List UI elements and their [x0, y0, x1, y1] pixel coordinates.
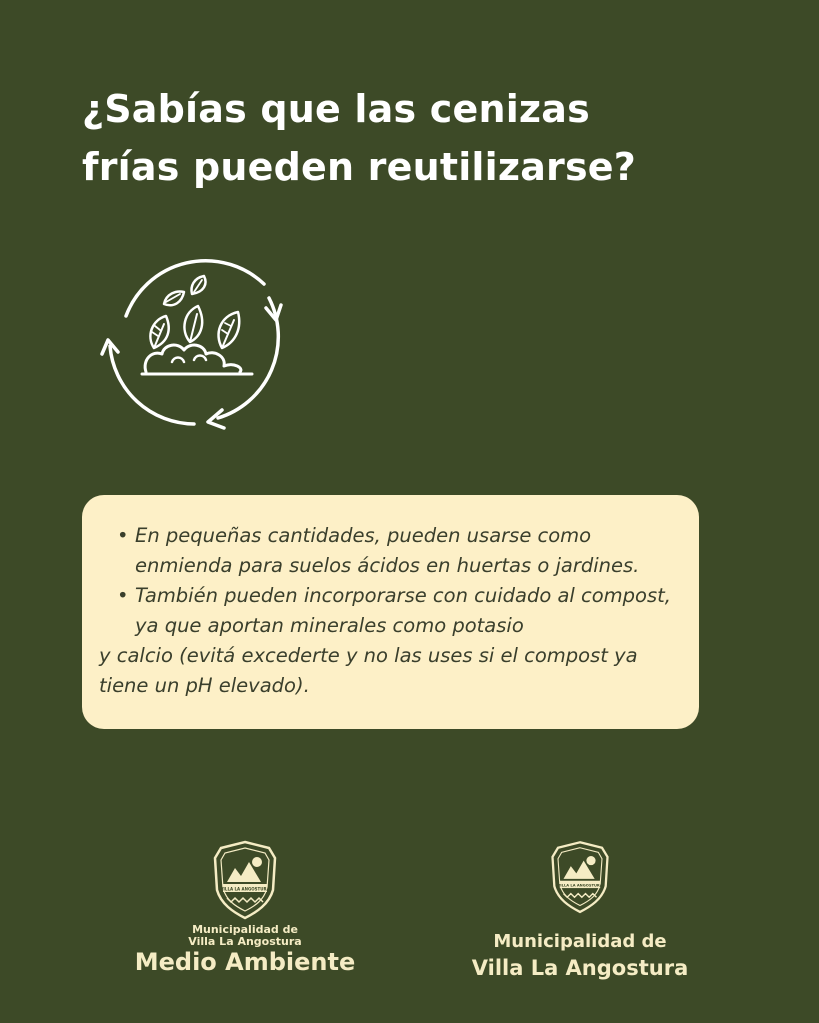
title-line-1: ¿Sabías que las cenizas: [82, 87, 590, 131]
right-logo-line-2: Villa La Angostura: [471, 956, 689, 980]
municipal-seal-icon: [547, 838, 613, 918]
title-line-2: frías pueden reutilizarse?: [82, 145, 637, 189]
medio-ambiente-logo: [120, 838, 370, 976]
info-item-1: [99, 521, 689, 581]
info-item-1-text: En pequeñas cantidades, pueden usarse como enmienda para suelos ácidos en huertas o jardines.: [135, 524, 640, 577]
right-logo-line-1: Municipalidad de: [493, 931, 667, 952]
svg-text:VILLA LA ANGOSTURA: VILLA LA ANGOSTURA: [220, 886, 270, 892]
left-logo-line-1: Municipalidad de: [192, 923, 298, 936]
svg-text:VILLA LA ANGOSTURA: VILLA LA ANGOSTURA: [557, 883, 603, 888]
compost-cycle-icon: [94, 250, 294, 432]
info-item-2-text: También pueden incorporarse con cuidado al compost, ya que aportan minerales como potasio: [135, 584, 671, 637]
municipalidad-logo: [460, 838, 700, 982]
left-logo-line-3: Medio Ambiente: [134, 948, 356, 976]
left-logo-line-2: Villa La Angostura: [188, 935, 302, 948]
info-list: [99, 521, 689, 641]
info-item-2-continuation: y calcio (evitá excederte y no las uses si el compost ya tiene un pH elevado).: [99, 644, 638, 697]
municipal-seal-icon: [209, 838, 281, 924]
info-card: [82, 495, 699, 729]
info-item-2: [99, 581, 689, 641]
page-title: [82, 80, 732, 196]
